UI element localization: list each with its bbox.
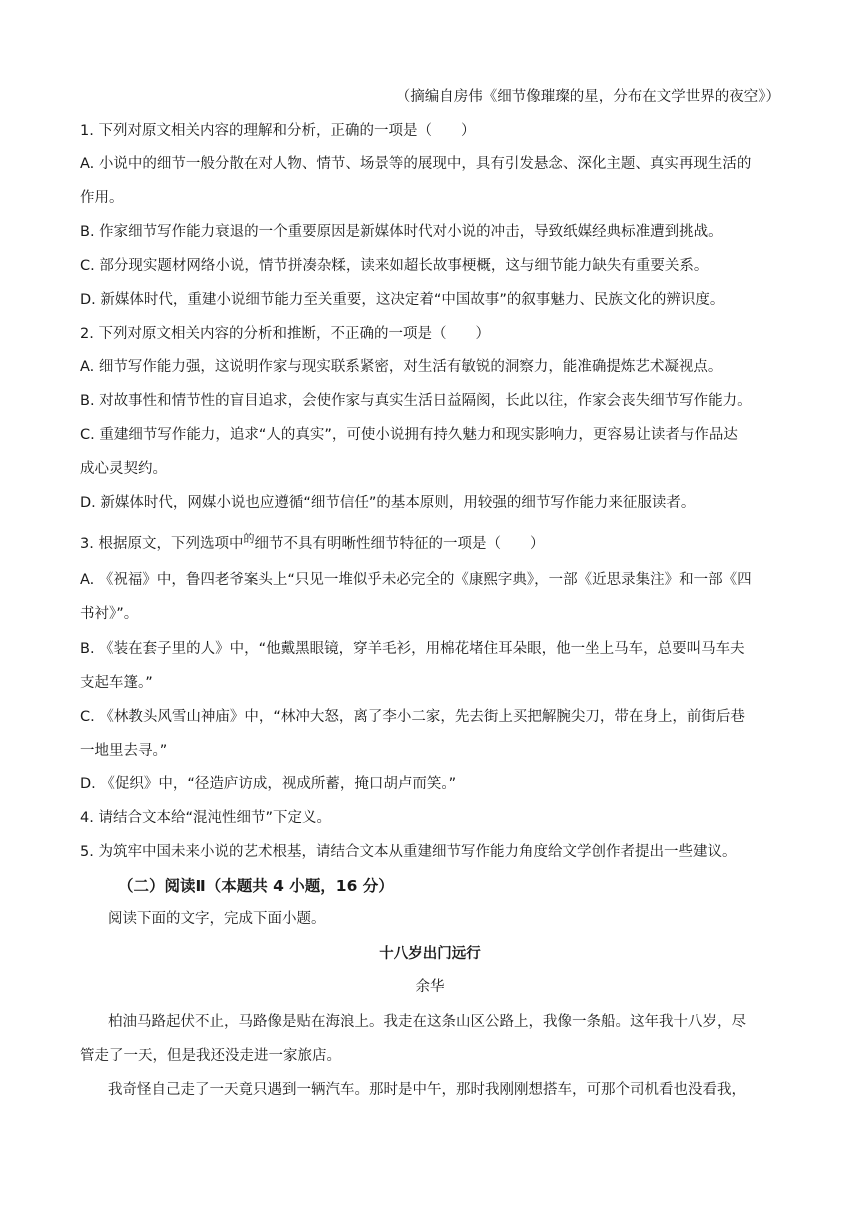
section-heading: （二）阅读Ⅱ（本题共 4 小题，16 分） — [118, 877, 394, 895]
story-paragraph-1: 柏油马路起伏不止，马路像是贴在海浪上。我走在这条山区公路上，我像一条船。这年我十八岁，尽 — [108, 1014, 746, 1030]
question-2-option-d: D. 新媒体时代，网媒小说也应遵循“细节信任”的基本原则，用较强的细节写作能力来征服读者。 — [80, 495, 696, 511]
question-3-option-a: A. 《祝福》中，鲁四老爷案头上“只见一堆似乎未必完全的《康熙字典》，一部《近思录集注》和一部《四 — [80, 572, 752, 588]
question-3-stem — [80, 534, 780, 555]
question-3-stem-sup: 的 — [243, 532, 255, 545]
question-2-stem: 2. 下列对原文相关内容的分析和推断，不正确的一项是（ ） — [80, 326, 490, 342]
question-2-option-b: B. 对故事性和情节性的盲目追求，会使作家与真实生活日益隔阂，长此以往，作家会丧失细节写作能力。 — [80, 393, 752, 409]
question-1-option-b: B. 作家细节写作能力衰退的一个重要原因是新媒体时代对小说的冲击，导致纸媒经典标准遭到挑战。 — [80, 224, 723, 240]
question-5: 5. 为筑牢中国未来小说的艺术根基，请结合文本从重建细节写作能力角度给文学创作者提出一些建议。 — [80, 844, 737, 860]
question-2-option-c-cont: 成心灵契约。 — [80, 461, 167, 477]
question-1-option-a-cont: 作用。 — [80, 190, 124, 206]
question-2-option-c: C. 重建细节写作能力，追求“人的真实”，可使小说拥有持久魅力和现实影响力，更容易让读者与作品达 — [80, 427, 738, 443]
question-1-option-d: D. 新媒体时代，重建小说细节能力至关重要，这决定着“中国故事”的叙事魅力、民族文化的辨识度。 — [80, 292, 725, 308]
question-3-option-b: B. 《装在套子里的人》中，“他戴黑眼镜，穿羊毛衫，用棉花堵住耳朵眼，他一坐上马车，总要叫马车夫 — [80, 641, 745, 657]
story-title: 十八岁出门远行 — [379, 945, 481, 962]
question-3-option-a-cont: 书衬》”。 — [80, 606, 139, 622]
question-3-stem-pre: 3. 根据原文，下列选项中 — [80, 536, 244, 552]
story-paragraph-2: 我奇怪自己走了一天竟只遇到一辆汽车。那时是中午，那时我刚刚想搭车，可那个司机看也没看我， — [108, 1082, 746, 1098]
question-3-option-c: C. 《林教头风雪山神庙》中，“林冲大怒，离了李小二家，先去街上买把解腕尖刀，带在身上，前街后巷 — [80, 709, 745, 725]
question-1-option-c: C. 部分现实题材网络小说，情节拼凑杂糅，读来如超长故事梗概，这与细节能力缺失有重要关系。 — [80, 258, 709, 274]
story-paragraph-1-cont: 管走了一天，但是我还没走进一家旅店。 — [80, 1048, 341, 1064]
section-instruction: 阅读下面的文字，完成下面小题。 — [108, 911, 326, 927]
question-3-option-d: D. 《促织》中，“径造庐访成，视成所蓄，掩口胡卢而笑。” — [80, 776, 457, 792]
story-author: 余华 — [415, 979, 445, 995]
source-citation: （摘编自房伟《细节像璀璨的星，分布在文学世界的夜空》） — [395, 89, 780, 105]
question-1-option-a: A. 小说中的细节一般分散在对人物、情节、场景等的展现中，具有引发悬念、深化主题、真实再现生活的 — [80, 156, 752, 172]
question-3-stem-post: 细节不具有明晰性细节特征的一项是（ ） — [254, 536, 545, 552]
question-2-option-a: A. 细节写作能力强，这说明作家与现实联系紧密，对生活有敏锐的洞察力，能准确提炼艺术凝视点。 — [80, 359, 723, 375]
question-3-option-b-cont: 支起车篷。” — [80, 675, 153, 691]
question-3-option-c-cont: 一地里去寻。” — [80, 743, 168, 759]
question-4: 4. 请结合文本给“混沌性细节”下定义。 — [80, 810, 331, 826]
question-1-stem: 1. 下列对原文相关内容的理解和分析，正确的一项是（ ） — [80, 123, 476, 139]
